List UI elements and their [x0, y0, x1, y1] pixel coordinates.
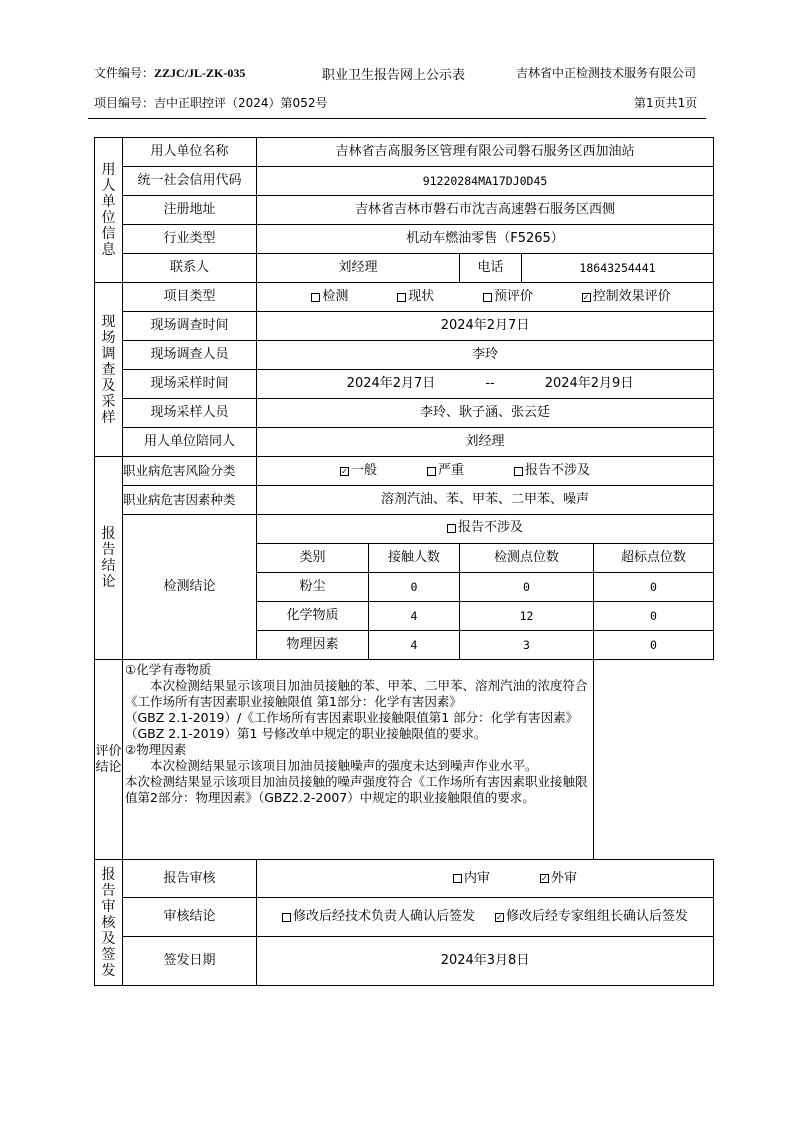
phys-heading: ②物理因素 — [125, 742, 187, 757]
checkbox-icon[interactable] — [282, 913, 291, 922]
checkbox-icon[interactable] — [447, 524, 456, 533]
detection-cell: 粉尘 — [257, 573, 369, 602]
option-label: 严重 — [438, 463, 465, 478]
disclosure-table — [94, 137, 714, 986]
detection-cell: 0 — [594, 631, 714, 660]
file-number — [94, 64, 245, 81]
checked-checkbox-icon[interactable] — [340, 467, 349, 476]
option-label: 内审 — [463, 870, 490, 886]
file-number-value: ZZJC/JL-ZK-035 — [154, 66, 246, 80]
review-conclusion-option[interactable] — [282, 909, 475, 925]
hazard-factor-label: 职业病危害因素种类 — [123, 486, 257, 515]
review-option[interactable] — [453, 871, 490, 887]
project-number-label: 项目编号： — [94, 96, 155, 110]
detection-cell: 12 — [460, 602, 594, 631]
credit-code-label: 统一社会信用代码 — [123, 167, 257, 196]
option-label: 修改后经专家组组长确认后签发 — [506, 909, 689, 924]
risk-option[interactable] — [340, 463, 377, 479]
industry-value: 机动车燃油零售（F5265） — [257, 225, 714, 254]
phone-label: 电话 — [460, 254, 522, 283]
sampling-time-value — [257, 370, 714, 399]
chem-heading: ①化学有毒物质 — [125, 662, 212, 677]
detection-col-header: 检测点位数 — [460, 544, 594, 573]
detection-cell: 物理因素 — [257, 631, 369, 660]
review-conclusion-label: 审核结论 — [123, 898, 257, 937]
option-label: 一般 — [350, 463, 377, 478]
project-type-label: 项目类型 — [123, 283, 257, 312]
chem-paragraph-2: （GBZ 2.1-2019）/《工作场所有害因素职业接触限值第1 部分：化学有害因素》（GBZ 2.1-2019）第1 号修改单中规定的职业接触限值的要求。 — [125, 710, 579, 741]
industry-label: 行业类型 — [123, 225, 257, 254]
phys-paragraph-1: 本次检测结果显示该项目加油员接触噪声的强度未达到噪声作业水平。 — [150, 758, 538, 773]
detection-cell: 3 — [460, 631, 594, 660]
escort-label: 用人单位陪同人 — [123, 428, 257, 457]
sampling-staff-label: 现场采样人员 — [123, 399, 257, 428]
project-type-option[interactable] — [311, 289, 348, 305]
file-number-label: 文件编号： — [94, 66, 155, 80]
sampling-end-date: 2024年2月9日 — [544, 376, 634, 391]
detection-cell: 0 — [594, 602, 714, 631]
sampling-start-date: 2024年2月7日 — [346, 376, 436, 391]
conclusion-section-title: 报告结论 — [95, 457, 123, 660]
risk-option[interactable] — [514, 463, 590, 479]
project-number-value: 吉中正职控评（2024）第052号 — [154, 96, 328, 110]
credit-code-value: 91220284MA17DJ0D45 — [257, 167, 714, 196]
evaluation-conclusion-text — [123, 660, 594, 860]
phone-value: 18643254441 — [522, 254, 714, 283]
option-label: 检测 — [322, 289, 349, 304]
header-divider — [88, 118, 706, 119]
risk-option[interactable] — [427, 463, 464, 479]
risk-class-options — [257, 457, 714, 486]
survey-time-value: 2024年2月7日 — [257, 312, 714, 341]
checkbox-icon[interactable] — [514, 467, 523, 476]
checkbox-icon[interactable] — [427, 467, 436, 476]
survey-time-label: 现场调查时间 — [123, 312, 257, 341]
survey-staff-label: 现场调查人员 — [123, 341, 257, 370]
checkbox-icon[interactable] — [397, 293, 406, 302]
review-conclusion-option[interactable] — [495, 909, 688, 925]
option-label: 修改后经技术负责人确认后签发 — [292, 909, 475, 924]
issue-date-label: 签发日期 — [123, 937, 257, 986]
checkbox-icon[interactable] — [311, 293, 320, 302]
detection-cell: 4 — [369, 631, 460, 660]
option-label: 报告不涉及 — [525, 463, 591, 478]
checked-checkbox-icon[interactable] — [540, 874, 549, 883]
issue-date-value: 2024年3月8日 — [257, 937, 714, 986]
project-type-options — [257, 283, 714, 312]
review-label: 报告审核 — [123, 860, 257, 898]
project-number — [94, 94, 327, 111]
detection-cell: 0 — [460, 573, 594, 602]
phys-paragraph-2: 本次检测结果显示该项目加油员接触的噪声强度符合《工作场所有害因素职业接触限值第2部分：物理因素》（GBZ2.2-2007）中规定的职业接触限值的要求。 — [125, 774, 588, 805]
review-options — [257, 860, 714, 898]
contact-label: 联系人 — [123, 254, 257, 283]
review-conclusion-options — [257, 898, 714, 937]
page-info: 第1页共1页 — [634, 96, 698, 110]
risk-class-label: 职业病危害风险分类 — [123, 457, 257, 486]
checkbox-icon[interactable] — [483, 293, 492, 302]
project-type-option[interactable] — [582, 289, 671, 305]
detection-cell: 0 — [594, 573, 714, 602]
project-type-option[interactable] — [483, 289, 533, 305]
checked-checkbox-icon[interactable] — [582, 293, 591, 302]
sampling-staff-value: 李玲、耿子涵、张云廷 — [257, 399, 714, 428]
review-section-title: 报告审核及签发 — [95, 860, 123, 986]
evaluation-conclusion-label: 评价结论 — [95, 660, 123, 860]
option-label: 现状 — [408, 289, 435, 304]
chem-paragraph-1: 本次检测结果显示该项目加油员接触的苯、甲苯、二甲苯、溶剂汽油的浓度符合《工作场所有害因素职业接触限值 第1部分：化学有害因素》 — [125, 678, 588, 709]
employer-name-value: 吉林省吉高服务区管理有限公司磐石服务区西加油站 — [257, 138, 714, 167]
address-value: 吉林省吉林市磐石市沈吉高速磐石服务区西侧 — [257, 196, 714, 225]
detection-na-checkbox[interactable] — [447, 520, 523, 536]
hazard-factor-value: 溶剂汽油、苯、甲苯、二甲苯、噪声 — [257, 486, 714, 515]
project-type-option[interactable] — [397, 289, 434, 305]
detection-col-header: 超标点位数 — [594, 544, 714, 573]
option-label: 控制效果评价 — [592, 289, 671, 304]
detection-col-header: 接触人数 — [369, 544, 460, 573]
option-label: 外审 — [551, 870, 578, 886]
detection-cell: 4 — [369, 602, 460, 631]
detection-cell: 0 — [369, 573, 460, 602]
detection-cell: 化学物质 — [257, 602, 369, 631]
review-option[interactable] — [540, 871, 577, 887]
escort-value: 刘经理 — [257, 428, 714, 457]
detection-conclusion-label: 检测结论 — [123, 515, 257, 660]
document-title: 职业卫生报告网上公示表 — [322, 68, 466, 83]
survey-staff-value: 李玲 — [257, 341, 714, 370]
contact-value: 刘经理 — [257, 254, 460, 283]
checkbox-icon[interactable] — [453, 874, 462, 883]
employer-name-label: 用人单位名称 — [123, 138, 257, 167]
sampling-time-label: 现场采样时间 — [123, 370, 257, 399]
company-name: 吉林省中正检测技术服务有限公司 — [516, 66, 697, 80]
detection-col-header: 类别 — [257, 544, 369, 573]
checked-checkbox-icon[interactable] — [495, 913, 504, 922]
option-label: 报告不涉及 — [458, 520, 524, 536]
detection-na-option — [257, 515, 714, 544]
employer-section-title: 用人单位信息 — [95, 138, 123, 283]
sampling-date-separator: -- — [485, 376, 495, 391]
option-label: 预评价 — [493, 289, 533, 304]
address-label: 注册地址 — [123, 196, 257, 225]
survey-section-title: 现场调查及采样 — [95, 283, 123, 457]
